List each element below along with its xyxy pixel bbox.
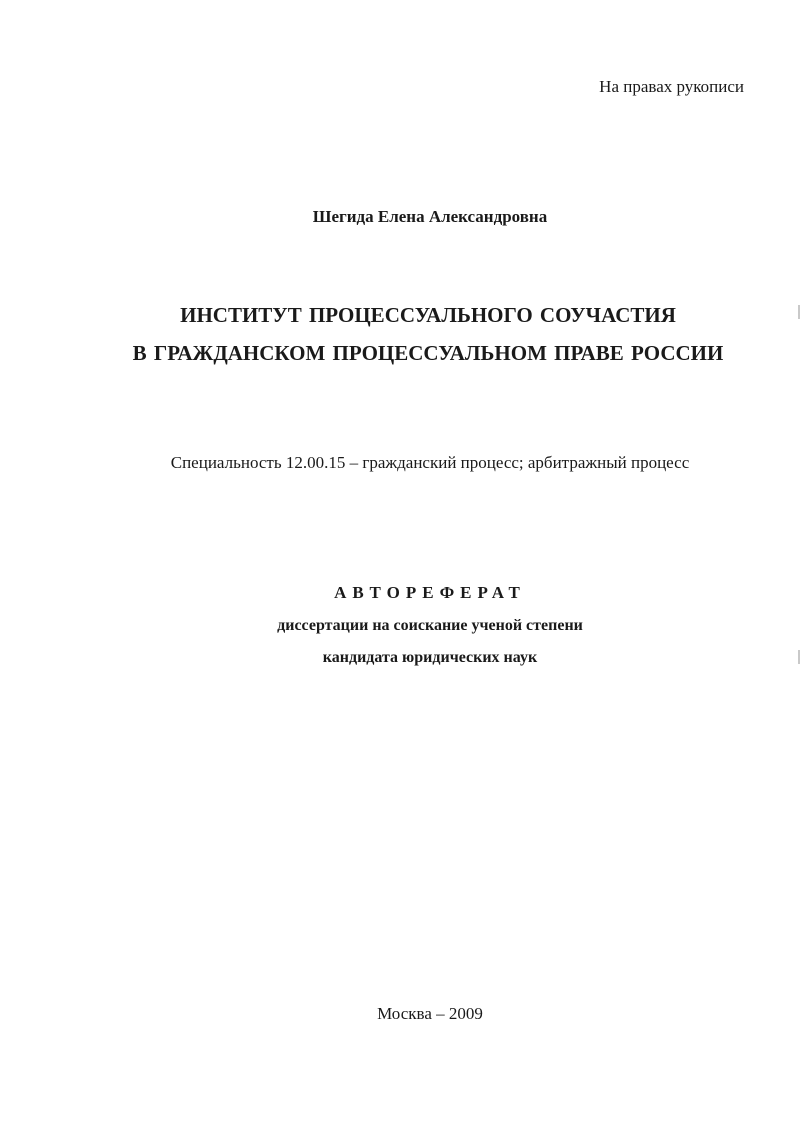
document-type-heading: АВТОРЕФЕРАТ: [334, 583, 526, 602]
city-year: Москва – 2009: [377, 1004, 483, 1023]
author-name: Шегида Елена Александровна: [312, 207, 548, 226]
title-line-1: ИНСТИТУТ ПРОЦЕССУАЛЬНОГО СОУЧАСТИЯ: [180, 303, 676, 327]
degree-line-2: кандидата юридических наук: [322, 649, 538, 666]
manuscript-note: На правах рукописи: [599, 77, 744, 96]
degree-line-1: диссертации на соискание ученой степени: [277, 617, 583, 634]
specialty-line: Специальность 12.00.15 – гражданский процесс; арбитражный процесс: [170, 453, 690, 472]
title-line-2: В ГРАЖДАНСКОМ ПРОЦЕССУАЛЬНОМ ПРАВЕ РОССИИ: [132, 341, 724, 365]
